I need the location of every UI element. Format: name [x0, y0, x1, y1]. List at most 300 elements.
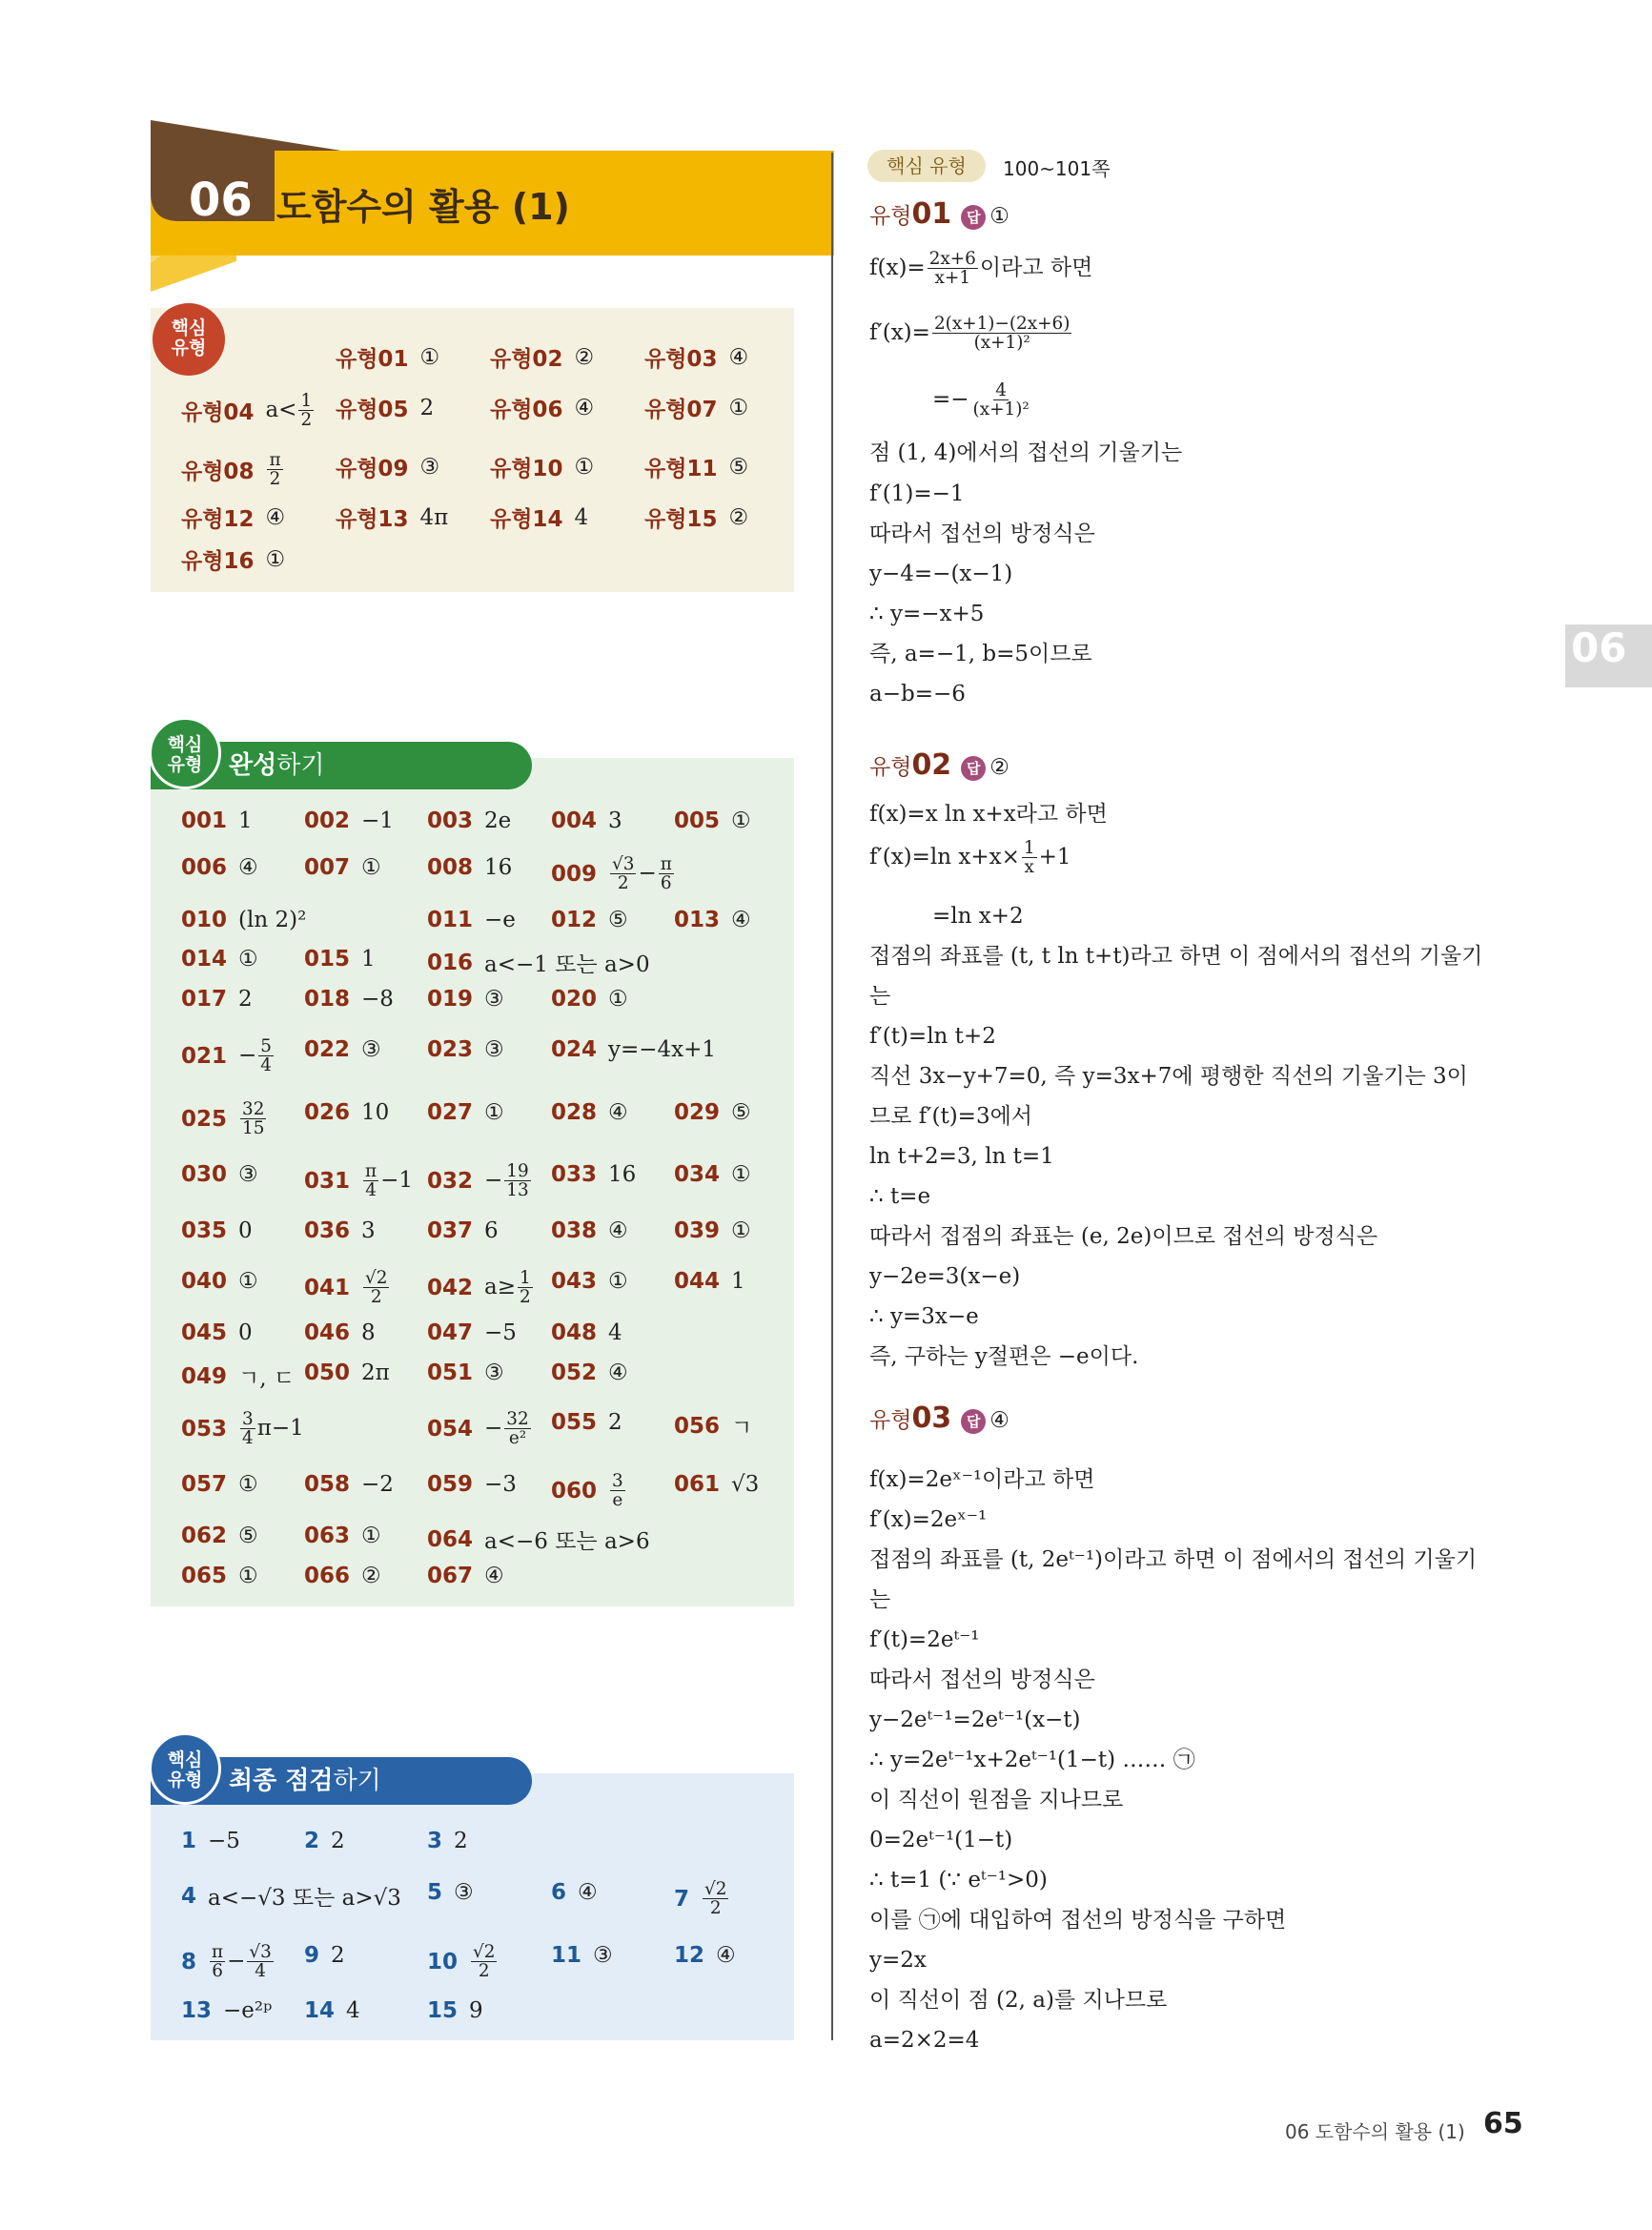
- answer-item: [181, 1943, 275, 1981]
- answer-item: [674, 1100, 751, 1125]
- solution-line: ∴ t=1 (∵ eᵗ⁻¹>0): [869, 1868, 1048, 1892]
- answer-value: ③: [454, 1880, 474, 1905]
- answer-label: 040: [181, 1269, 228, 1294]
- answer-value: ⑤: [608, 908, 628, 932]
- answer-value: 2e: [484, 808, 512, 833]
- solution-line: 접점의 좌표를 (t, t ln t+t)라고 하면 이 점에서의 접선의 기울기: [869, 944, 1483, 969]
- answer-item: [427, 1472, 517, 1497]
- answer-item: [304, 1269, 391, 1307]
- answer-item: [336, 392, 434, 423]
- answer-label: 065: [181, 1564, 228, 1588]
- answer-item: [490, 501, 588, 533]
- answer-item: [427, 1100, 504, 1125]
- answer-value: 16: [484, 855, 513, 880]
- answer-value: ⑤: [728, 454, 749, 480]
- answer-item: [181, 543, 285, 575]
- answer-item: [551, 987, 628, 1012]
- complete-tab: 완성하기: [151, 742, 532, 789]
- core-pages: 100~101쪽: [1003, 157, 1111, 180]
- answer-label: 5: [427, 1880, 443, 1905]
- column-divider: [831, 153, 833, 2040]
- answer-value: − $\frac{5}{4}$: [238, 1036, 272, 1076]
- answer-label: 011: [427, 908, 474, 932]
- answer-label: 043: [551, 1269, 598, 1294]
- answer-label: 057: [181, 1472, 228, 1497]
- answer-label: 061: [674, 1472, 721, 1497]
- solution-line: y=2x: [869, 1948, 927, 1973]
- answer-value: a< $\frac{1}{2}$: [265, 391, 313, 431]
- answer-item: [304, 1162, 413, 1200]
- answer-value: −e²ᵖ: [223, 1998, 273, 2023]
- answer-item: [304, 1100, 389, 1125]
- solution-line: f′(t)=ln t+2: [869, 1024, 996, 1049]
- answer-label: 8: [181, 1949, 197, 1974]
- answer-value: 2: [419, 395, 435, 420]
- answer-value: ④: [731, 908, 751, 932]
- answer-item: [551, 855, 676, 893]
- answer-item: [336, 501, 448, 533]
- answer-item: [181, 855, 258, 880]
- answer-label: 004: [551, 808, 598, 833]
- answer-value: ①: [608, 987, 628, 1012]
- answer-value: 2: [454, 1829, 468, 1853]
- answer-value: ①: [731, 1162, 751, 1187]
- answer-label: 3: [427, 1829, 443, 1853]
- answer-item: [181, 1218, 253, 1243]
- answer-item: [427, 1162, 533, 1200]
- answer-item: [551, 1880, 598, 1905]
- answer-item: [674, 1218, 751, 1243]
- answer-item: [427, 855, 512, 880]
- answer-label: 059: [427, 1472, 474, 1497]
- answer-label: 063: [304, 1524, 351, 1548]
- answer-item: [427, 1524, 650, 1555]
- answer-value: ③: [484, 1037, 504, 1062]
- answer-value: ②: [728, 504, 749, 530]
- solution-line: 즉, a=−1, b=5이므로: [869, 642, 1092, 666]
- answer-label: 062: [181, 1524, 228, 1548]
- answer-label: 058: [304, 1472, 351, 1497]
- answer-value: ③: [484, 987, 504, 1012]
- answer-label: 036: [304, 1218, 351, 1243]
- answer-item: [181, 1269, 258, 1294]
- sol3-heading: 유형03 답 ④: [869, 1401, 1010, 1435]
- answer-item: [181, 908, 306, 932]
- answer-item: [181, 1524, 258, 1548]
- answer-label: 유형02: [490, 347, 563, 372]
- answer-value: 2: [331, 1829, 345, 1853]
- answer-label: 유형09: [336, 457, 409, 481]
- answer-label: 2: [304, 1829, 320, 1853]
- solution-line: y−2e=3(x−e): [869, 1264, 1021, 1289]
- answer-value: 1: [361, 947, 376, 972]
- solution-line: ∴ y=3x−e: [869, 1304, 979, 1329]
- sol2-heading: 유형02 답 ②: [869, 748, 1010, 782]
- solution-line: ∴ y=−x+5: [869, 602, 985, 626]
- answer-label: 유형03: [644, 347, 718, 372]
- answer-item: [551, 808, 622, 833]
- answer-item: [304, 1524, 381, 1548]
- solution-line: 0=2eᵗ⁻¹(1−t): [869, 1828, 1013, 1852]
- answer-item: [181, 1472, 258, 1497]
- solution-line: ∴ t=e: [869, 1184, 931, 1209]
- answer-value: 4: [574, 504, 589, 530]
- solution-line: 이 직선이 원점을 지나므로: [869, 1788, 1124, 1812]
- answer-label: 14: [304, 1998, 336, 2023]
- answer-item: [674, 1880, 730, 1918]
- answer-label: 016: [427, 950, 474, 975]
- answer-item: [181, 1829, 240, 1853]
- answer-item: [304, 808, 394, 833]
- section-number: 06: [189, 174, 253, 227]
- answer-label: 048: [551, 1320, 598, 1345]
- answer-value: ④: [608, 1218, 628, 1243]
- answer-label: 035: [181, 1218, 228, 1243]
- answer-value: ④: [238, 855, 258, 880]
- sol1-line: f(x)= $\frac{2x+6}{x+1}$ 이라고 하면: [869, 249, 1093, 289]
- answer-label: 유형12: [181, 507, 255, 532]
- answer-value: ①: [361, 1524, 381, 1548]
- answer-item: [181, 1410, 304, 1448]
- section-title: 도함수의 활용 (1): [276, 186, 570, 228]
- answer-item: [304, 1943, 345, 1968]
- answer-label: 029: [674, 1100, 721, 1125]
- answer-item: [181, 451, 285, 489]
- answer-label: 042: [427, 1275, 474, 1300]
- answer-value: $\frac{√2}{2}$: [704, 1879, 727, 1919]
- answer-value: ③: [419, 454, 440, 480]
- answer-value: ①: [419, 344, 440, 370]
- answer-badge: 답: [961, 205, 986, 230]
- answer-item: [427, 808, 511, 833]
- answer-value: ①: [361, 855, 381, 880]
- solution-line: 므로 f′(t)=3에서: [869, 1104, 1033, 1129]
- solution-line: 따라서 접점의 좌표는 (e, 2e)이므로 접선의 방정식은: [869, 1224, 1378, 1249]
- answer-item: [304, 1320, 376, 1345]
- answer-item: [490, 341, 594, 373]
- answer-item: [427, 1880, 474, 1905]
- answer-value: 9: [469, 1998, 483, 2023]
- answer-label: 019: [427, 987, 474, 1012]
- answer-value: ③: [593, 1943, 613, 1968]
- answer-value: −1: [361, 808, 394, 833]
- answer-label: 11: [551, 1943, 582, 1968]
- answer-label: 4: [181, 1883, 197, 1909]
- answer-item: [551, 1162, 636, 1187]
- answer-item: [336, 341, 439, 373]
- answer-item: [674, 1472, 759, 1497]
- answer-item: [304, 1998, 360, 2023]
- answer-value: −8: [361, 987, 394, 1012]
- answer-label: 018: [304, 987, 351, 1012]
- answer-item: [551, 1943, 613, 1968]
- answer-label: 041: [304, 1275, 351, 1300]
- solution-line: 따라서 접선의 방정식은: [869, 522, 1095, 546]
- answer-label: 유형05: [336, 398, 409, 422]
- answer-label: 022: [304, 1037, 351, 1062]
- answer-value: ①: [728, 395, 749, 420]
- answer-value: ④: [574, 395, 595, 420]
- answer-label: 020: [551, 987, 598, 1012]
- answer-item: [427, 1320, 517, 1345]
- sol2-line: f′(x)=ln x+x× $\frac{1}{x}$ +1: [869, 838, 1071, 878]
- final-check-tab: 최종 점검하기: [151, 1757, 532, 1805]
- answer-value: 2π: [361, 1361, 390, 1385]
- answer-value: −3: [484, 1472, 517, 1497]
- answer-label: 021: [181, 1043, 228, 1069]
- answer-item: [644, 341, 748, 373]
- answer-item: [181, 1037, 275, 1075]
- answer-value: ⑤: [731, 1100, 751, 1125]
- answer-label: 유형08: [181, 460, 255, 485]
- answer-label: 054: [427, 1416, 474, 1442]
- answer-item: [427, 1943, 499, 1981]
- solution-line: ln t+2=3, ln t=1: [869, 1144, 1054, 1169]
- answer-label: 유형13: [336, 507, 409, 532]
- answer-label: 유형16: [181, 549, 255, 574]
- answer-label: 044: [674, 1269, 721, 1294]
- answer-label: 039: [674, 1218, 721, 1243]
- solution-line: 는: [869, 984, 891, 1009]
- answer-label: 유형07: [644, 398, 718, 422]
- answer-value: 2: [331, 1943, 345, 1968]
- solution-line: =ln x+2: [932, 904, 1024, 929]
- sol1-line: f′(x)= $\frac{2(x+1)-(2x+6)}{\text{(x+1)²}}$: [869, 314, 1071, 354]
- answer-item: [644, 501, 748, 533]
- answer-item: [181, 808, 253, 833]
- answer-label: 064: [427, 1526, 474, 1552]
- answer-item: [674, 808, 751, 833]
- answer-item: [181, 1880, 401, 1912]
- answer-item: [304, 855, 381, 880]
- answer-value: 0: [238, 1218, 253, 1243]
- answer-label: 002: [304, 808, 351, 833]
- answer-item: [551, 1320, 622, 1345]
- answer-value: 3: [361, 1218, 376, 1243]
- answer-item: [551, 1037, 716, 1062]
- answer-label: 6: [551, 1880, 567, 1905]
- answer-item: [674, 908, 751, 932]
- answer-label: 010: [181, 908, 228, 932]
- answer-value: − $\frac{19}{13}$: [484, 1161, 529, 1201]
- sol1-line: =− $\frac{4}{\text{(x+1)²}}$: [932, 380, 1030, 420]
- answer-item: [181, 1361, 295, 1392]
- answer-label: 053: [181, 1416, 228, 1442]
- chapter-side-number: 06: [1571, 624, 1627, 671]
- solution-line: a−b=−6: [869, 682, 966, 706]
- answer-value: ②: [574, 344, 595, 370]
- answer-label: 유형04: [181, 400, 255, 426]
- answer-item: [181, 987, 253, 1012]
- answer-item: [427, 987, 504, 1012]
- answer-value: ④: [608, 1100, 628, 1125]
- answer-value: ③: [484, 1361, 504, 1385]
- answer-value: a<−√3 또는 a>√3: [208, 1886, 401, 1911]
- answer-label: 015: [304, 947, 351, 972]
- answer-value: $\frac{√3}{2}$ − $\frac{\pi}{6}$: [612, 854, 672, 894]
- answer-value: 6: [484, 1218, 499, 1243]
- answer-item: [427, 1218, 499, 1243]
- answer-label: 037: [427, 1218, 474, 1243]
- answer-item: [644, 451, 748, 482]
- answer-value: a≥ $\frac{1}{2}$: [484, 1268, 531, 1308]
- answer-value: ①: [238, 1269, 258, 1294]
- answer-label: 유형14: [490, 507, 563, 532]
- answer-value: −e: [484, 908, 516, 932]
- answer-label: 046: [304, 1320, 351, 1345]
- answer-item: [181, 1998, 272, 2023]
- answer-value: ③: [238, 1162, 258, 1187]
- sol2-line: f(x)=x ln x+x라고 하면: [869, 802, 1108, 827]
- answer-label: 038: [551, 1218, 598, 1243]
- answer-label: 9: [304, 1943, 320, 1968]
- answer-value: ①: [608, 1269, 628, 1294]
- answer-value: 4: [346, 1998, 360, 2023]
- answer-item: [181, 1320, 253, 1345]
- answer-label: 050: [304, 1361, 351, 1385]
- answer-item: [181, 392, 316, 430]
- answer-badge: 답: [961, 1409, 986, 1434]
- answer-value: ④: [716, 1943, 736, 1968]
- answer-item: [674, 1162, 751, 1187]
- answer-label: 005: [674, 808, 721, 833]
- footer-chapter-title: 06 도함수의 활용 (1): [1285, 2120, 1465, 2143]
- solution-line: ∴ y=2eᵗ⁻¹x+2eᵗ⁻¹(1−t) …… ㉠: [869, 1748, 1195, 1772]
- answer-item: [427, 908, 516, 932]
- solution-line: 따라서 접선의 방정식은: [869, 1667, 1095, 1692]
- answer-label: 006: [181, 855, 228, 880]
- answer-value: ①: [238, 947, 258, 972]
- sol1-line: 점 (1, 4)에서의 접선의 기울기는: [869, 440, 1183, 465]
- answer-item: [336, 451, 439, 482]
- answer-label: 15: [427, 1998, 459, 2023]
- answer-badge: 답: [961, 756, 986, 781]
- answer-label: 027: [427, 1100, 474, 1125]
- answer-value: ㄱ, ㄷ: [238, 1366, 296, 1391]
- answer-value: ④: [484, 1564, 504, 1588]
- answer-item: [427, 1037, 504, 1062]
- answer-value: $\frac{\pi}{2}$: [269, 450, 281, 490]
- answer-value: $\frac{√2}{2}$: [473, 1942, 496, 1982]
- answer-value: $\frac{32}{15}$: [242, 1099, 265, 1139]
- solution-line: f′(t)=2eᵗ⁻¹: [869, 1627, 980, 1652]
- answer-label: 045: [181, 1320, 228, 1345]
- answer-item: [304, 1037, 381, 1062]
- answer-label: 유형01: [336, 347, 409, 372]
- solution-line: y−4=−(x−1): [869, 562, 1013, 586]
- answer-value: $\frac{3}{4}$ π−1: [242, 1409, 304, 1449]
- answer-value: ①: [574, 454, 595, 480]
- answer-value: $\frac{\pi}{4}$ −1: [365, 1161, 414, 1201]
- answer-label: 052: [551, 1361, 598, 1385]
- answer-value: 3: [608, 808, 622, 833]
- answer-label: 008: [427, 855, 474, 880]
- answer-item: [551, 1218, 628, 1243]
- answer-label: 007: [304, 855, 351, 880]
- answer-value: 2: [608, 1410, 622, 1435]
- answer-label: 056: [674, 1413, 721, 1439]
- answer-item: [427, 1564, 504, 1588]
- answer-label: 047: [427, 1320, 474, 1345]
- answer-label: 026: [304, 1100, 351, 1125]
- solution-line: y−2eᵗ⁻¹=2eᵗ⁻¹(x−t): [869, 1708, 1081, 1732]
- answer-value: ①: [731, 808, 751, 833]
- answer-label: 030: [181, 1162, 228, 1187]
- solution-line: 는: [869, 1587, 891, 1612]
- answer-label: 유형06: [490, 398, 563, 422]
- solution-line: 이를 ㉠에 대입하여 접선의 방정식을 구하면: [869, 1908, 1287, 1933]
- answer-value: 1: [238, 808, 253, 833]
- answer-item: [490, 392, 594, 423]
- answer-value: 4: [608, 1320, 622, 1345]
- answer-value: 4π: [419, 504, 449, 530]
- answer-label: 025: [181, 1106, 228, 1132]
- answer-value: a<−6 또는 a>6: [484, 1529, 650, 1554]
- core-type-badge-blue: 핵심 유형: [149, 1732, 221, 1805]
- answer-label: 유형10: [490, 457, 563, 481]
- sol1-heading: 유형01 답 ①: [869, 197, 1010, 231]
- answer-item: [551, 1100, 628, 1125]
- answer-item: [181, 1162, 258, 1187]
- solution-line: 이 직선이 점 (2, a)를 지나므로: [869, 1988, 1168, 2013]
- answer-value: $\frac{√2}{2}$: [365, 1268, 388, 1308]
- answer-item: [181, 1564, 258, 1588]
- answer-item: [304, 947, 376, 972]
- answer-label: 023: [427, 1037, 474, 1062]
- answer-item: [490, 451, 594, 482]
- answer-label: 055: [551, 1410, 598, 1435]
- solution-line: 접점의 좌표를 (t, 2eᵗ⁻¹)이라고 하면 이 점에서의 접선의 기울기: [869, 1547, 1478, 1572]
- answer-item: [304, 1361, 390, 1385]
- answer-label: 028: [551, 1100, 598, 1125]
- answer-label: 017: [181, 987, 228, 1012]
- answer-label: 7: [674, 1886, 690, 1912]
- solution-line: f′(x)=2eˣ⁻¹: [869, 1507, 988, 1532]
- answer-item: [181, 947, 258, 972]
- solution-line: f′(1)=−1: [869, 481, 965, 506]
- answer-label: 10: [427, 1949, 459, 1974]
- solution-line: f(x)=2eˣ⁻¹이라고 하면: [869, 1467, 1095, 1492]
- answer-label: 049: [181, 1363, 228, 1389]
- answer-value: 2: [238, 987, 253, 1012]
- answer-value: 1: [731, 1269, 745, 1294]
- answer-value: 10: [361, 1100, 390, 1125]
- answer-value: ㄱ: [731, 1416, 753, 1441]
- answer-item: [674, 1943, 736, 1968]
- solution-line: 직선 3x−y+7=0, 즉 y=3x+7에 평행한 직선의 기울기는 3이: [869, 1064, 1468, 1089]
- answer-item: [644, 392, 748, 423]
- answer-value: ③: [361, 1037, 381, 1062]
- answer-label: 1: [181, 1829, 197, 1853]
- answer-label: 12: [674, 1943, 705, 1968]
- answer-label: 067: [427, 1564, 474, 1588]
- answer-item: [551, 1410, 622, 1435]
- answer-label: 034: [674, 1162, 721, 1187]
- answer-value: − $\frac{32}{\text{e²}}$: [484, 1409, 529, 1449]
- answer-label: 033: [551, 1162, 598, 1187]
- answer-label: 060: [551, 1478, 598, 1504]
- answer-value: ①: [731, 1218, 751, 1243]
- answer-label: 024: [551, 1037, 598, 1062]
- answer-value: √3: [731, 1472, 760, 1497]
- answer-value: −5: [484, 1320, 517, 1345]
- answer-item: [304, 1564, 381, 1588]
- answer-item: [674, 1410, 752, 1442]
- answer-value: ①: [484, 1100, 504, 1125]
- answer-item: [181, 1100, 268, 1138]
- solution-line: 즉, 구하는 y절편은 −e이다.: [869, 1344, 1139, 1369]
- answer-item: [427, 1829, 468, 1853]
